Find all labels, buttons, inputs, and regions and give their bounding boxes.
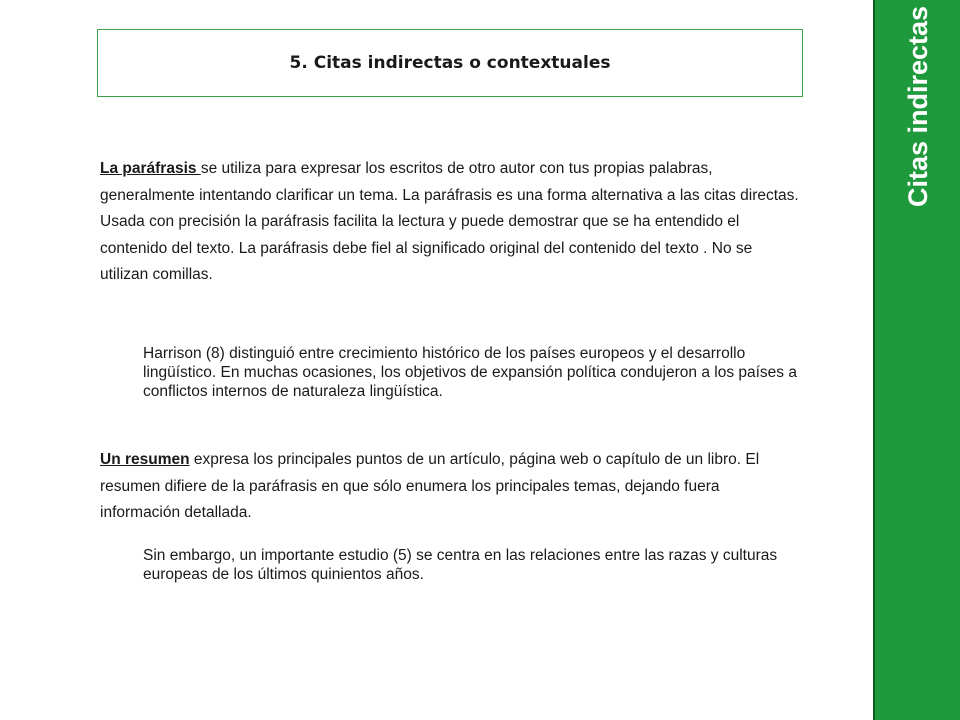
paraphrase-text: se utiliza para expresar los escritos de otro autor con tus propias palabras, generalmente intentando clarificar un tema. La paráfrasis es una forma alternativa a las citas directas. Usada con precisión la paráfrasis facilita la lectura y puede demostrar que se ha entendido el contenido del texto. La paráfrasis debe fiel al significado original del contenido del texto . No se utilizan comillas. [100,160,799,283]
title-box [97,29,803,97]
page-title: 5. Citas indirectas o contextuales [289,53,611,73]
summary-text: expresa los principales puntos de un artículo, página web o capítulo de un libro. El resumen difiere de la paráfrasis en que sólo enumera los principales temas, dejando fuera información detallada. [100,451,760,521]
paraphrase-term: La paráfrasis [100,160,201,177]
sidebar-label: Citas indirectas [903,6,933,208]
paraphrase-paragraph [100,156,800,289]
sidebar-band [873,0,960,720]
summary-term: Un resumen [100,451,190,468]
paraphrase-example: Harrison (8) distinguió entre crecimiento histórico de los países europeos y el desarrollo lingüístico. En muchas ocasiones, los objetivos de expansión política condujeron a los países a conflictos internos de naturaleza lingüística. [143,345,797,400]
summary-example: Sin embargo, un importante estudio (5) se centra en las relaciones entre las razas y culturas europeas de los últimos quinientos años. [143,547,778,583]
summary-paragraph [100,447,800,527]
